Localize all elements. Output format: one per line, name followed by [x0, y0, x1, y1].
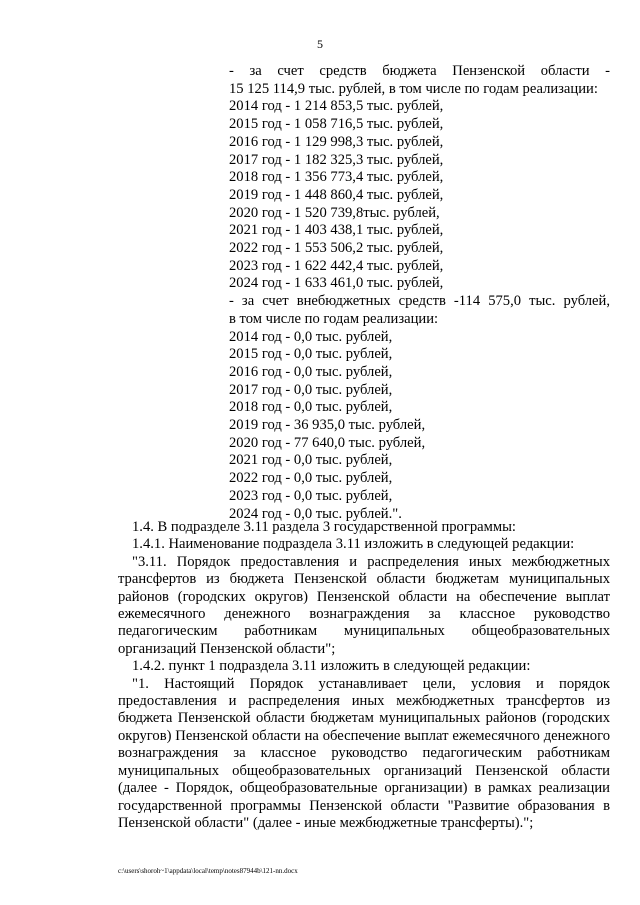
- quote-point-1: [118, 676, 610, 833]
- extrabudgetary-year-line: 2014 год - 0,0 тыс. рублей,: [229, 328, 393, 345]
- funding-block: [229, 63, 610, 523]
- extrabudgetary-year-line: 2017 год - 0,0 тыс. рублей,: [229, 381, 393, 398]
- extrabudgetary-year-line: 2020 год - 77 640,0 тыс. рублей,: [229, 434, 426, 451]
- quote-point-1-text: "1. Настоящий Порядок устанавливает цели, условия и порядок предоставления и распределения иных межбюджетных трансфертов из бюджета Пензенской области бюджетам муниципальных районов (городских округов) Пензенской области на обеспечение выплат ежемесячного денежного вознаграждения за классное руководство педагогическим работникам муниципальных общеобразовательных организаций Пензенской области (далее - Порядок, общеобразовательные организации) в рамках реализации государственной программы Пензенской области "Развитие образования в Пензенской области" (далее - иные межбюджетные трансферты).";: [118, 675, 610, 831]
- section-1-4: 1.4. В подразделе 3.11 раздела 3 государственной программы:: [132, 519, 516, 535]
- regional-year-line: 2023 год - 1 622 442,4 тыс. рублей,: [229, 257, 444, 274]
- extrabudgetary-intro-1: - за счет внебюджетных средств -114 575,0 тыс. рублей,: [229, 293, 610, 310]
- footer-file-path: c:\users\shoroh~1\appdata\local\temp\notes87944b\121-nn.docx: [118, 867, 298, 875]
- regional-year-line: 2024 год - 1 633 461,0 тыс. рублей,: [229, 275, 444, 292]
- page-number: 5: [317, 37, 323, 51]
- amendments-block: [118, 519, 610, 832]
- extrabudgetary-intro-2: в том числе по годам реализации:: [229, 310, 439, 327]
- regional-year-line: 2022 год - 1 553 506,2 тыс. рублей,: [229, 240, 444, 257]
- section-1-4-2: 1.4.2. пункт 1 подраздела 3.11 изложить в следующей редакции:: [132, 658, 531, 675]
- extrabudgetary-year-line: 2021 год - 0,0 тыс. рублей,: [229, 452, 393, 469]
- regional-year-line: 2015 год - 1 058 716,5 тыс. рублей,: [229, 116, 444, 133]
- extrabudgetary-year-line: 2015 год - 0,0 тыс. рублей,: [229, 346, 393, 363]
- regional-year-line: 2017 год - 1 182 325,3 тыс. рублей,: [229, 151, 444, 168]
- regional-year-line: 2018 год - 1 356 773,4 тыс. рублей,: [229, 169, 444, 186]
- extrabudgetary-year-line: 2019 год - 36 935,0 тыс. рублей,: [229, 417, 426, 434]
- regional-year-line: 2019 год - 1 448 860,4 тыс. рублей,: [229, 186, 444, 203]
- extrabudgetary-year-line: 2016 год - 0,0 тыс. рублей,: [229, 363, 393, 380]
- regional-budget-intro-1: - за счет средств бюджета Пензенской области -: [229, 63, 610, 79]
- extrabudgetary-year-line: 2023 год - 0,0 тыс. рублей,: [229, 487, 393, 504]
- quote-subsection-3-11: [118, 554, 610, 658]
- extrabudgetary-year-line: 2022 год - 0,0 тыс. рублей,: [229, 470, 393, 487]
- regional-year-line: 2014 год - 1 214 853,5 тыс. рублей,: [229, 98, 444, 115]
- regional-budget-intro-2: 15 125 114,9 тыс. рублей, в том числе по годам реализации:: [229, 80, 598, 97]
- section-1-4-1: 1.4.1. Наименование подраздела 3.11 изложить в следующей редакции:: [132, 536, 575, 553]
- regional-year-line: 2016 год - 1 129 998,3 тыс. рублей,: [229, 133, 444, 150]
- regional-year-line: 2020 год - 1 520 739,8тыс. рублей,: [229, 204, 440, 221]
- extrabudgetary-year-line: 2018 год - 0,0 тыс. рублей,: [229, 399, 393, 416]
- quote-subsection-3-11-text: "3.11. Порядок предоставления и распределения иных межбюджетных трансфертов из бюджета Пензенской области бюджетам муниципальных районов (городских округов) Пензенской области на обеспечение выплат ежемесячного денежного вознаграждения за классное руководство педагогическим работникам муниципальных общеобразовательных организаций Пензенской области";: [118, 553, 610, 657]
- extrabudgetary-year-line: 2024 год - 0,0 тыс. рублей.".: [229, 505, 402, 522]
- regional-year-line: 2021 год - 1 403 438,1 тыс. рублей,: [229, 222, 444, 239]
